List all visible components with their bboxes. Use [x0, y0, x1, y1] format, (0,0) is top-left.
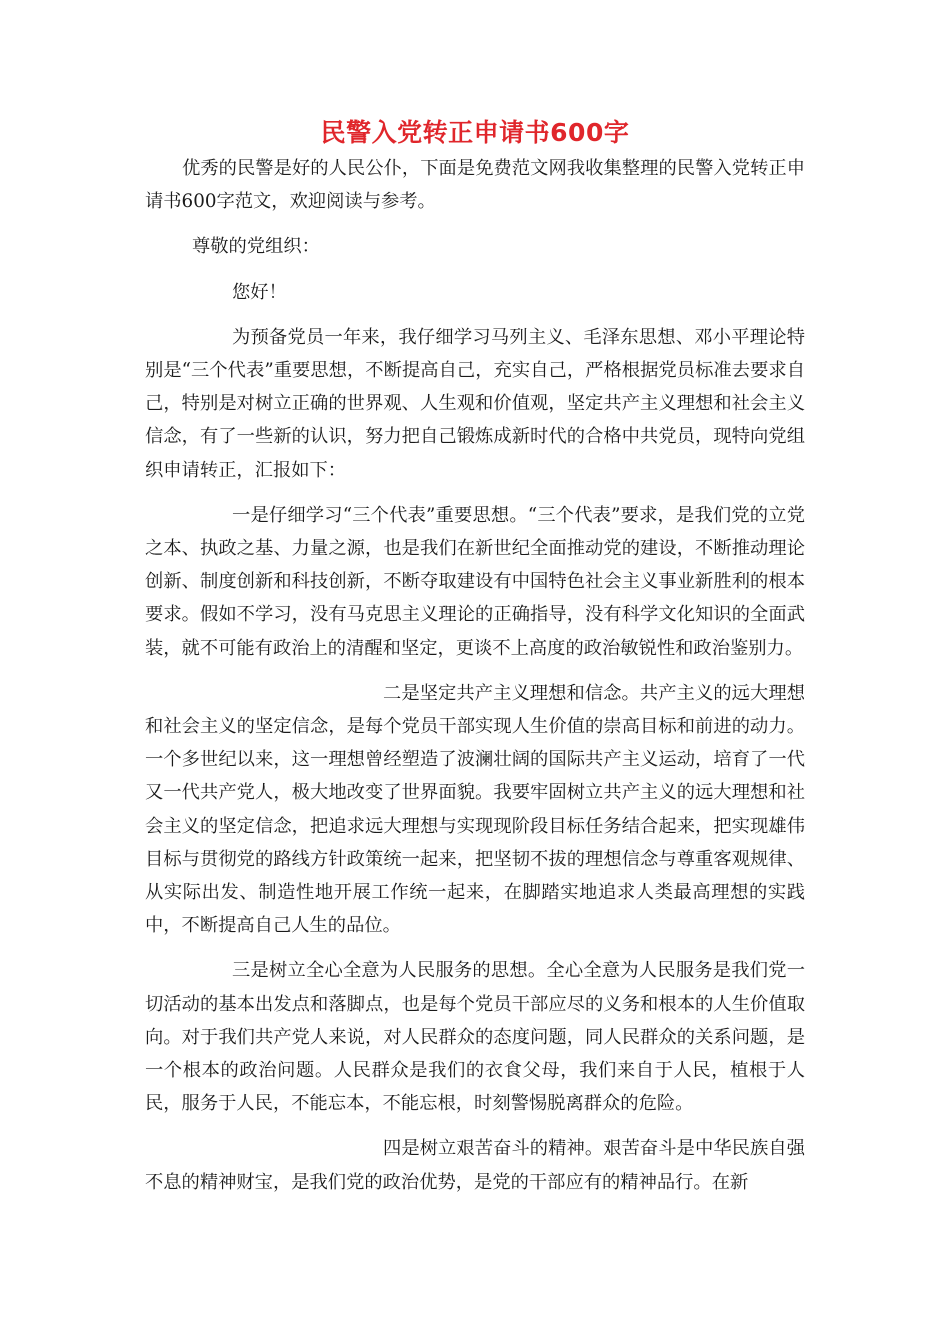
body-paragraph-3: 二是坚定共产主义理想和信念。共产主义的远大理想和社会主义的坚定信念，是每个党员干部实现人生价值的崇高目标和前进的动力。一个多世纪以来，这一理想曾经塑造了波澜壮阔的国际共产主义运动，培育了一代又一代共产党人，极大地改变了世界面貌。我要牢固树立共产主义的远大理想和社会主义的坚定信念，把追求远大理想与实现现阶段目标任务结合起来，把实现雄伟目标与贯彻党的路线方针政策统一起来，把坚韧不拔的理想信念与尊重客观规律、从实际出发、制造性地开展工作统一起来，在脚踏实地追求人类最高理想的实践中，不断提高自己人生的品位。 — [145, 682, 805, 937]
intro-paragraph: 优秀的民警是好的人民公仆，下面是免费范文网我收集整理的民警入党转正申请书600字范文，欢迎阅读与参考。 — [145, 158, 805, 213]
salutation: 尊敬的党组织： — [192, 236, 320, 258]
document-title: 民警入党转正申请书600字 — [320, 118, 630, 147]
body-paragraph-1: 为预备党员一年来，我仔细学习马列主义、毛泽东思想、邓小平理论特别是“三个代表”重要思想，不断提高自己，充实自己，严格根据党员标准去要求自己，特别是对树立正确的世界观、人生观和价值观，坚定共产主义理想和社会主义信念，有了一些新的认识，努力把自己锻炼成新时代的合格中共党员，现特向党组织申请转正，汇报如下： — [145, 326, 805, 481]
body-paragraph-5: 四是树立艰苦奋斗的精神。艰苦奋斗是中华民族自强不息的精神财宝，是我们党的政治优势，是党的干部应有的精神品行。在新 — [145, 1138, 805, 1193]
body-paragraph-4: 三是树立全心全意为人民服务的思想。全心全意为人民服务是我们党一切活动的基本出发点和落脚点，也是每个党员干部应尽的义务和根本的人生价值取向。对于我们共产党人来说，对人民群众的态度问题，同人民群众的关系问题，是一个根本的政治问题。人民群众是我们的衣食父母，我们来自于人民，植根于人民，服务于人民，不能忘本，不能忘根，时刻警惕脱离群众的危险。 — [145, 960, 805, 1115]
body-paragraph-2: 一是仔细学习“三个代表”重要思想。“三个代表”要求，是我们党的立党之本、执政之基、力量之源，也是我们在新世纪全面推动党的建设，不断推动理论创新、制度创新和科技创新，不断夺取建设有中国特色社会主义事业新胜利的根本要求。假如不学习，没有马克思主义理论的正确指导，没有科学文化知识的全面武装，就不可能有政治上的清醒和坚定，更谈不上高度的政治敏锐性和政治鉴别力。 — [145, 504, 805, 659]
document-body — [145, 152, 805, 1199]
greeting: 您好！ — [232, 281, 287, 303]
